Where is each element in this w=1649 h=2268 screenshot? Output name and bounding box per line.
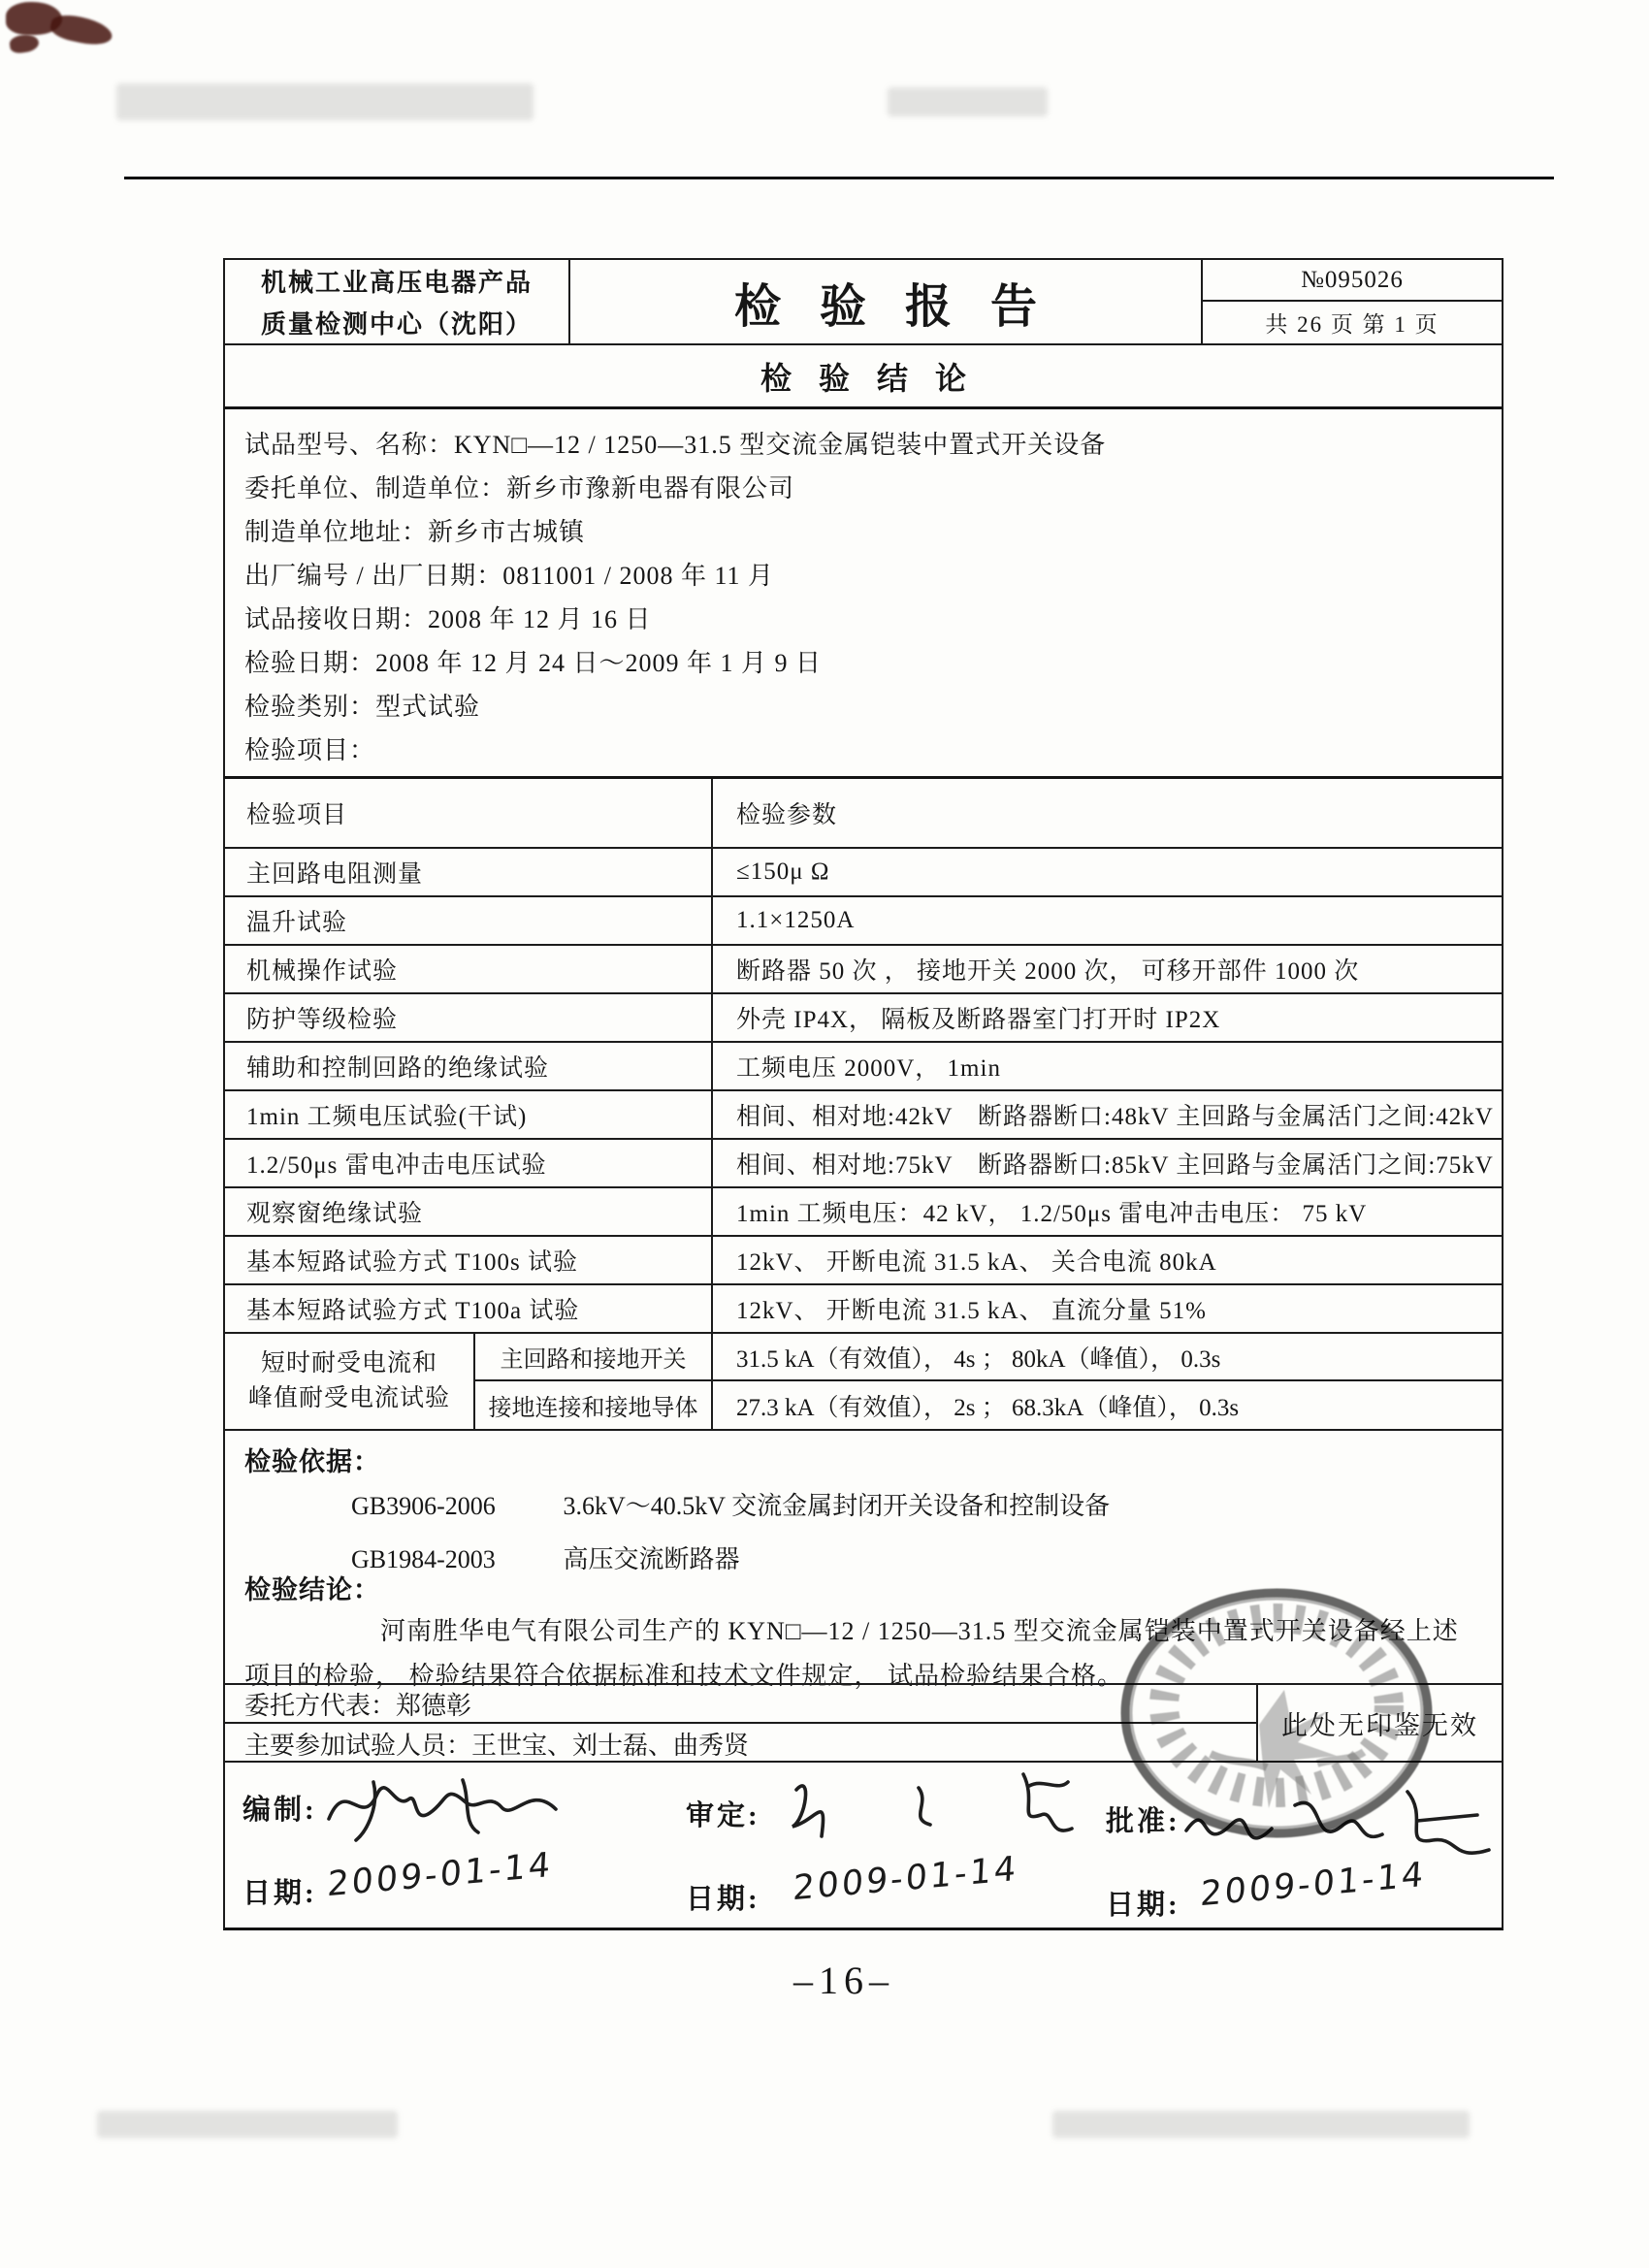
- prepared-by-label: 编制:: [242, 1795, 317, 1826]
- reviewed-date-handwritten: 2009-01-14: [792, 1849, 1020, 1909]
- report-title: 检验报告: [570, 260, 1203, 343]
- row-value: 12kV、 开断电流 31.5 kA、 直流分量 51%: [736, 1298, 1207, 1324]
- reviewed-by-label: 审定:: [686, 1800, 760, 1831]
- row-value: ≤150μ Ω: [736, 859, 830, 885]
- row-item: 主回路电阻测量: [225, 849, 713, 895]
- reviewed-signature-scribble: [773, 1763, 1103, 1864]
- table-row: [225, 1237, 1502, 1285]
- test-parameters-table: [223, 776, 1504, 1431]
- info-test-category: 检验类别：型式试验: [244, 693, 481, 721]
- row-value: 工频电压 2000V， 1min: [736, 1055, 1001, 1082]
- conclusion-label: 检验结论：: [244, 1575, 380, 1604]
- client-representative: 委托方代表：郑德彰: [225, 1685, 1256, 1724]
- row-value: 相间、相对地:75kV 断路器断口:85kV 主回路与金属活门之间:75kV: [736, 1152, 1494, 1179]
- info-model-name: 试品型号、名称：KYN□—12 / 1250—31.5 型交流金属铠装中置式开关设备: [244, 431, 1107, 459]
- standard-line: [351, 1486, 1110, 1522]
- faint-watermark: [1052, 2111, 1470, 2138]
- conclusion-line1: 河南胜华电气有限公司生产的 KYN□—12 / 1250—31.5 型交流金属铠装中置式开关设备经上述: [380, 1617, 1459, 1645]
- faint-watermark: [116, 83, 534, 120]
- row-item: 1.2/50μs 雷电冲击电压试验: [225, 1140, 713, 1186]
- info-manufacturer-address: 制造单位地址：新乡市古城镇: [244, 518, 586, 546]
- withstand-sub-value: 31.5 kA（有效值）， 4s ； 80kA（峰值）， 0.3s: [713, 1334, 1502, 1381]
- approved-date-handwritten: 2009-01-14: [1199, 1855, 1428, 1915]
- scan-smudge: [9, 33, 40, 54]
- row-item: 辅助和控制回路的绝缘试验: [225, 1043, 713, 1089]
- row-value: 相间、相对地:42kV 断路器断口:48kV 主回路与金属活门之间:42kV: [736, 1104, 1494, 1130]
- standard-code: GB3906-2006: [351, 1492, 496, 1520]
- faint-watermark: [97, 2111, 398, 2138]
- col-header-value: 检验参数: [736, 802, 838, 828]
- table-row: [225, 849, 1502, 897]
- row-value: 1min 工频电压：42 kV， 1.2/50μs 雷电冲击电压： 75 kV: [736, 1201, 1368, 1227]
- withstand-label-line2: 峰值耐受电流试验: [247, 1385, 450, 1411]
- table-row: [225, 994, 1502, 1043]
- testing-center-name: [225, 260, 570, 343]
- org-line2: 质量检测中心（沈阳）: [260, 310, 533, 339]
- table-row: [225, 1140, 1502, 1188]
- prepared-signature-scribble: [317, 1763, 589, 1855]
- report-number: №095026: [1203, 260, 1502, 302]
- row-item: 基本短路试验方式 T100s 试验: [225, 1237, 713, 1283]
- table-row: [225, 1091, 1502, 1140]
- withstand-current-rows: [225, 1334, 1502, 1431]
- withstand-sub-item: 接地连接和接地导体: [475, 1381, 713, 1429]
- row-value: 外壳 IP4X， 隔板及断路器室门打开时 IP2X: [736, 1007, 1221, 1033]
- approved-by-label: 批准:: [1106, 1806, 1180, 1837]
- withstand-sub-value: 27.3 kA（有效值）， 2s ； 68.3kA（峰值）， 0.3s: [736, 1394, 1240, 1421]
- conclusion-line2: 项目的检验， 检验结果符合依据标准和技术文件规定， 试品检验结果合格。: [244, 1662, 1124, 1690]
- row-item: 温升试验: [225, 897, 713, 944]
- withstand-label-line1: 短时耐受电流和: [260, 1350, 437, 1377]
- report-document: [223, 258, 1504, 1930]
- row-value: 断路器 50 次 ， 接地开关 2000 次， 可移开部件 1000 次: [736, 958, 1360, 985]
- org-line1: 机械工业高压电器产品: [260, 269, 533, 297]
- standard-code: GB1984-2003: [351, 1545, 496, 1573]
- report-header-table: [223, 258, 1504, 345]
- section-title-conclusion: 检验结论: [223, 345, 1504, 409]
- report-number-cell: [1203, 260, 1502, 343]
- row-item: 防护等级检验: [225, 994, 713, 1041]
- date-label: 日期:: [686, 1884, 760, 1915]
- col-header-item: 检验项目: [225, 779, 713, 847]
- date-label: 日期:: [1106, 1890, 1180, 1921]
- info-receive-date: 试品接收日期：2008 年 12 月 16 日: [244, 605, 652, 633]
- table-row: [225, 1188, 1502, 1237]
- test-basis-block: [223, 1431, 1504, 1573]
- page-top-rule: [124, 177, 1554, 179]
- table-row: [225, 1043, 1502, 1091]
- table-row: [225, 1285, 1502, 1334]
- table-row: [225, 897, 1502, 946]
- table-row: [225, 946, 1502, 994]
- conclusion-block: [223, 1569, 1504, 1690]
- info-serial-date: 出厂编号 / 出厂日期：0811001 / 2008 年 11 月: [244, 562, 775, 590]
- info-test-items-label: 检验项目：: [244, 736, 376, 764]
- withstand-label: [225, 1334, 475, 1429]
- table-header-row: [225, 779, 1502, 849]
- info-client-manufacturer: 委托单位、制造单位：新乡市豫新电器有限公司: [244, 474, 795, 502]
- scan-smudge: [48, 12, 114, 49]
- standard-name: 高压交流断路器: [563, 1545, 740, 1573]
- no-seal-invalid-note: 此处无印鉴无效: [1256, 1685, 1502, 1761]
- signature-band: [223, 1763, 1504, 1930]
- info-test-date: 检验日期：2008 年 12 月 24 日～2009 年 1 月 9 日: [244, 649, 823, 677]
- row-value: 12kV、 开断电流 31.5 kA、 关合电流 80kA: [736, 1249, 1217, 1276]
- representatives-table: [223, 1683, 1504, 1763]
- page-count-info: 共 26 页 第 1 页: [1265, 312, 1439, 337]
- approved-signature-scribble: [1171, 1770, 1505, 1877]
- row-item: 1min 工频电压试验(干试): [225, 1091, 713, 1138]
- date-label: 日期:: [242, 1878, 317, 1909]
- page-number: –16–: [793, 1959, 894, 2002]
- row-item: 机械操作试验: [225, 946, 713, 992]
- basis-label: 检验依据：: [244, 1447, 380, 1476]
- test-participants: 主要参加试验人员：王世宝、刘士磊、曲秀贤: [244, 1731, 750, 1760]
- specimen-info-block: [223, 409, 1504, 776]
- withstand-sub-item: 主回路和接地开关: [475, 1334, 713, 1381]
- prepared-date-handwritten: 2009-01-14: [326, 1845, 555, 1905]
- row-item: 观察窗绝缘试验: [225, 1188, 713, 1235]
- row-item: 基本短路试验方式 T100a 试验: [225, 1285, 713, 1332]
- faint-watermark: [888, 87, 1048, 116]
- row-value: 1.1×1250A: [736, 907, 856, 933]
- standard-name: 3.6kV～40.5kV 交流金属封闭开关设备和控制设备: [563, 1492, 1111, 1520]
